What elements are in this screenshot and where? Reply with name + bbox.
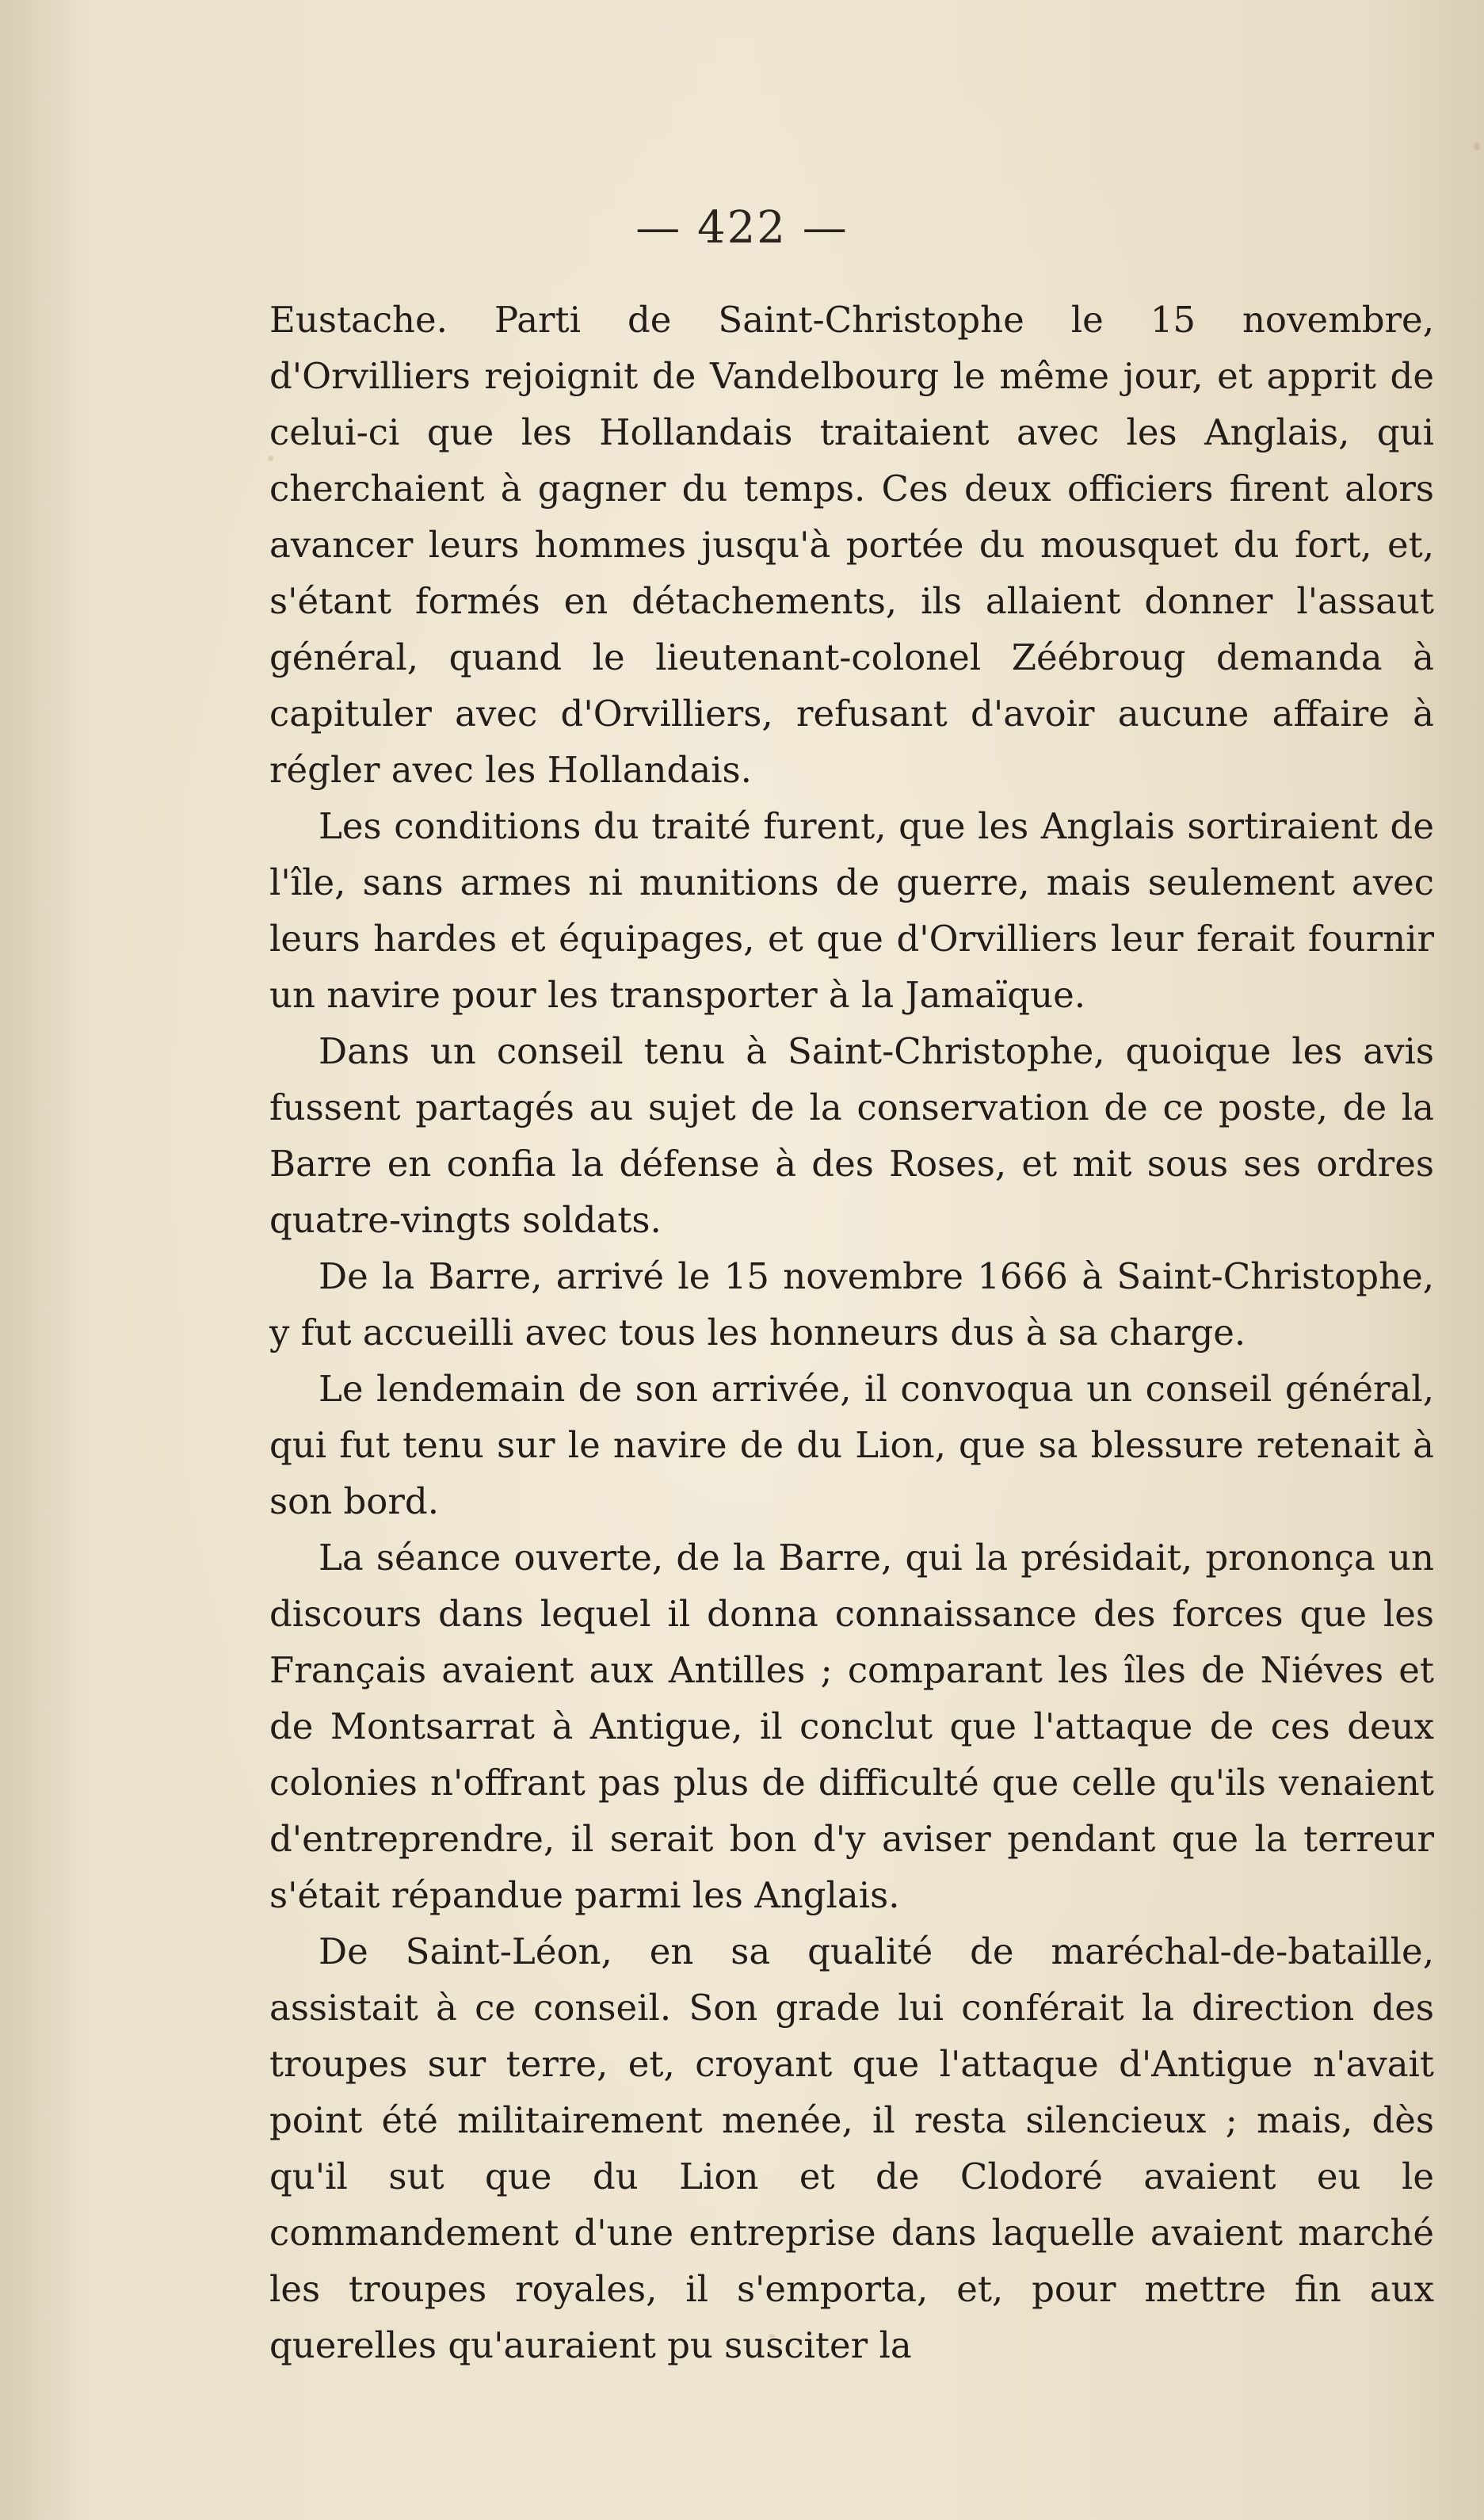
paragraph: De la Barre, arrivé le 15 novembre 1666 à Saint-Christophe, y fut accueilli avec tous les honneurs dus à sa charge.: [269, 1255, 1434, 1354]
paragraph: La séance ouverte, de la Barre, qui la présidait, prononça un discours dans lequel il donna connaissance des forces que les Français avaient aux Antilles ; comparant les îles de Niéves et de Montsarrat à Antigue, il conclut que l'attaque de ces deux colonies n'offrant pas plus de difficulté que celle qu'ils venaient d'entreprendre, il serait bon d'y aviser pendant que la terreur s'était répandue parmi les Anglais.: [269, 1537, 1434, 1916]
paragraph: Dans un conseil tenu à Saint-Christophe, quoique les avis fussent partagés au sujet de la conservation de ce poste, de la Barre en confia la défense à des Roses, et mit sous ses ordres quatre-vingts soldats.: [269, 1030, 1434, 1241]
paragraph: De Saint-Léon, en sa qualité de maréchal-de-bataille, assistait à ce conseil. Son grade lui conférait la direction des troupes sur terre, et, croyant que l'attaque d'Antigue n'avait point été militairement menée, il resta silencieux ; mais, dès qu'il sut que du Lion et de Clodoré avaient eu le commandement d'une entreprise dans laquelle avaient marché les troupes royales, il s'emporta, et, pour mettre fin aux querelles qu'auraient pu susciter la: [269, 1930, 1434, 2366]
paper-spot: [1474, 143, 1480, 151]
body-text: [269, 292, 1434, 2373]
page-number: — 422 —: [635, 202, 849, 254]
paragraph-continued: Eustache. Parti de Saint-Christophe le 15 novembre, d'Orvilliers rejoignit de Vandelbourg le même jour, et apprit de celui-ci que les Hollandais traitaient avec les Anglais, qui cherchaient à gagner du temps. Ces deux officiers firent alors avancer leurs hommes jusqu'à portée du mousquet du fort, et, s'étant formés en détachements, ils allaient donner l'assaut général, quand le lieutenant-colonel Zéébroug demanda à capituler avec d'Orvilliers, refusant d'avoir aucune affaire à régler avec les Hollandais.: [269, 299, 1434, 791]
paragraph: Le lendemain de son arrivée, il convoqua un conseil général, qui fut tenu sur le navire de du Lion, que sa blessure retenait à son bord.: [269, 1368, 1434, 1522]
paragraph: Les conditions du traité furent, que les Anglais sortiraient de l'île, sans armes ni munitions de guerre, mais seulement avec leurs hardes et équipages, et que d'Orvilliers leur ferait fournir un navire pour les transporter à la Jamaïque.: [269, 805, 1434, 1016]
